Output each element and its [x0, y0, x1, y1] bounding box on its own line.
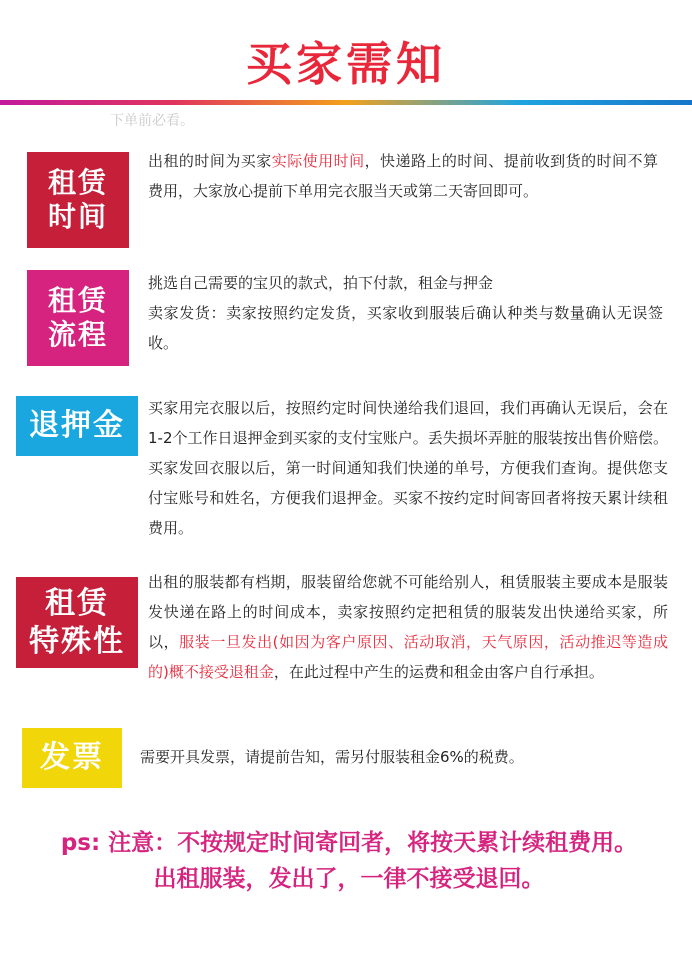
badge-invoice: 发票	[22, 728, 122, 788]
badge-rental-time-line2: 时间	[47, 200, 108, 233]
ps-line2: 出租服装，发出了，一律不接受退回。	[153, 866, 545, 892]
rental-process-line1: 挑选自己需要的宝贝的款式，拍下付款，租金与押金	[148, 274, 494, 292]
rental-special-highlight: 服装一旦发出(如因为客户原因、活动取消，天气原因，活动推迟等造成的)概不接受退租金	[148, 633, 668, 681]
badge-rental-special-line2: 特殊性	[29, 623, 125, 659]
rainbow-divider	[0, 100, 692, 105]
faded-caption: 下单前必看。	[110, 113, 194, 129]
badge-rental-special-line1: 租赁	[45, 586, 109, 621]
badge-rental-special	[16, 577, 138, 668]
page-title: 买家需知	[246, 37, 446, 91]
rental-special-text-suffix: ，在此过程中产生的运费和租金由客户自行承担。	[273, 663, 604, 681]
rental-special-text-prefix: 出租的服装都有档期，服装留给您就不可能给别人，租赁服装主要成本是服装发快递在路上的时间成本，卖家按照约定把租赁的服装发出快递给买家，所以，	[148, 573, 668, 651]
rental-time-text	[148, 146, 658, 206]
refund-deposit-text: 买家用完衣服以后，按照约定时间快递给我们退回，我们再确认无误后，会在1-2个工作日退押金到买家的支付宝账户。丢失损坏弄脏的服装按出售价赔偿。买家发回衣服以后，第一时间通知我们快递的单号，方便我们查询。提供您支付宝账号和姓名，方便我们退押金。买家不按约定时间寄回者将按天累计续租费用。	[148, 399, 668, 537]
badge-rental-process-line1: 租赁	[47, 284, 108, 318]
rental-time-highlight: 实际使用时间	[271, 152, 365, 170]
ps-line1: ps: 注意：不按规定时间寄回者，将按天累计续租费用。	[60, 830, 638, 856]
badge-rental-process-line2: 流程	[47, 318, 108, 351]
rental-process-text	[148, 268, 663, 358]
badge-rental-time	[27, 152, 129, 248]
badge-rental-process	[27, 270, 129, 366]
badge-rental-time-line1: 租赁	[47, 166, 108, 200]
rental-special-text	[148, 567, 668, 687]
rental-time-text-prefix: 出租的时间为买家	[148, 152, 272, 170]
rental-time-text-suffix: ，快递路上的时间、提前收到货的时间不算费用，大家放心提前下单用完衣服当天或第二天寄回即可。	[148, 152, 658, 200]
badge-refund-deposit: 退押金	[16, 396, 138, 456]
invoice-text: 需要开具发票，请提前告知，需另付服装租金6%的税费。	[140, 748, 524, 766]
ps-notice	[14, 825, 684, 897]
rental-process-line2: 卖家发货：卖家按照约定发货，买家收到服装后确认种类与数量确认无误签收。	[148, 304, 663, 352]
